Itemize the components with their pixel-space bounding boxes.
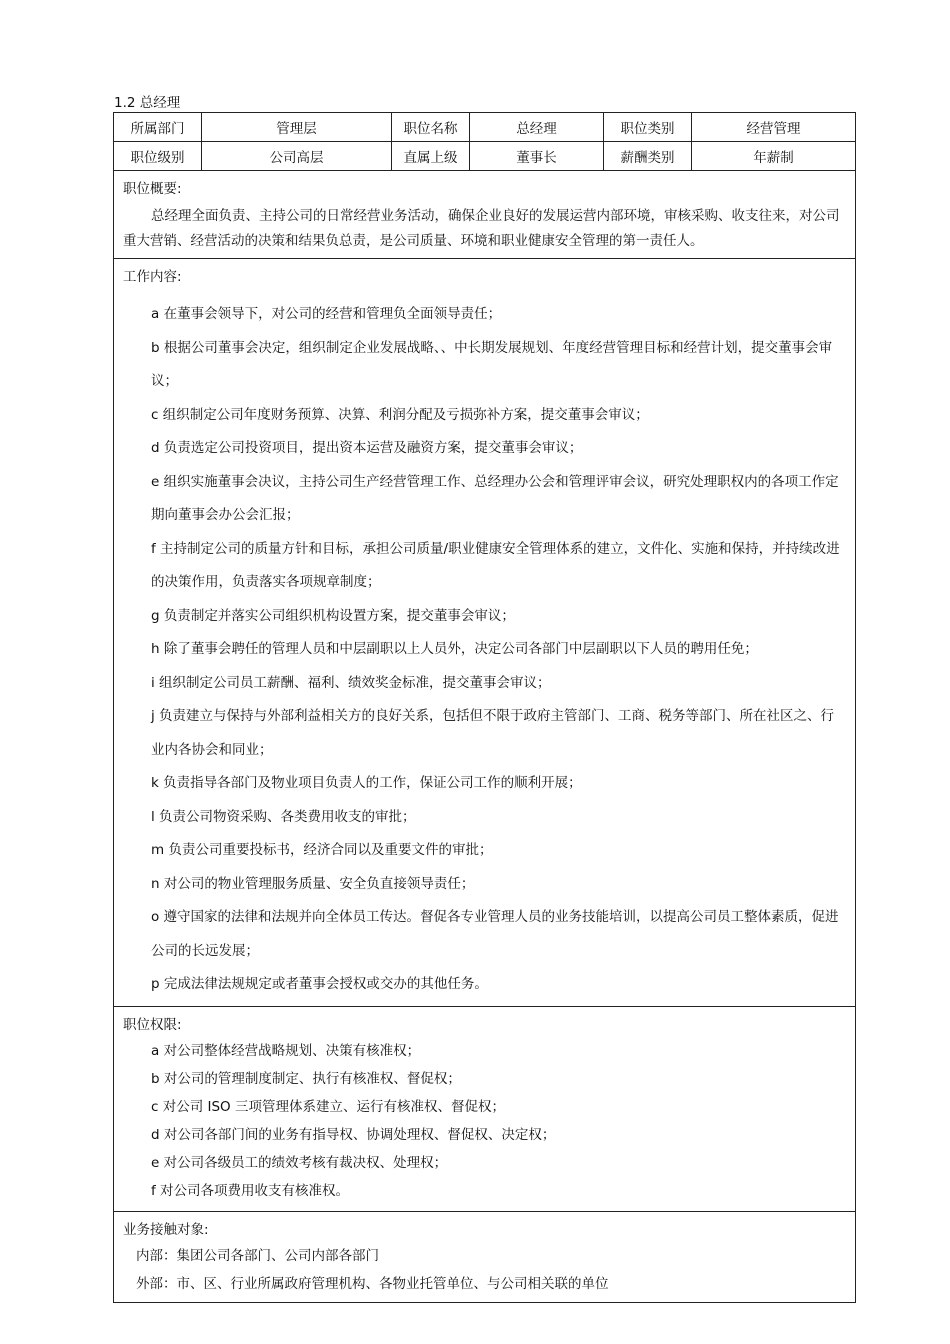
supervisor-value: 董事长 xyxy=(470,142,604,171)
authority-item: c 对公司 ISO 三项管理体系建立、运行有核准权、督促权； xyxy=(151,1098,505,1115)
authority-item: f 对公司各项费用收支有核准权。 xyxy=(151,1182,350,1199)
position-category-label: 职位类别 xyxy=(604,113,692,142)
authority-item: e 对公司各级员工的绩效考核有裁决权、处理权； xyxy=(151,1154,448,1171)
salary-type-value: 年薪制 xyxy=(692,142,856,171)
duty-item: o 遵守国家的法律和法规并向全体员工传达。督促各专业管理人员的业务技能培训，以提高公司员工整体素质，促进公司的长远发展； xyxy=(151,909,839,959)
position-level-value: 公司高层 xyxy=(202,142,392,171)
overview-cell xyxy=(114,171,856,259)
overview-paragraph xyxy=(114,197,855,258)
authority-list xyxy=(114,1033,855,1211)
duty-item: i 组织制定公司员工薪酬、福利、绩效奖金标准，提交董事会审议； xyxy=(151,674,551,691)
duties-list xyxy=(114,285,855,1006)
authority-row xyxy=(114,1006,856,1211)
duty-item: c 组织制定公司年度财务预算、决算、利润分配及亏损弥补方案，提交董事会审议； xyxy=(151,406,649,423)
external-contacts: 外部：市、区、行业所属政府管理机构、各物业托管单位、与公司相关联的单位 xyxy=(136,1275,609,1292)
duty-item: j 负责建立与保持与外部利益相关方的良好关系，包括但不限于政府主管部门、工商、税务等部门、所在社区之、行业内各协会和同业； xyxy=(151,708,835,758)
authority-item: a 对公司整体经营战略规划、决策有核准权； xyxy=(151,1042,421,1059)
position-name-value: 总经理 xyxy=(470,113,604,142)
authority-cell xyxy=(114,1006,856,1211)
supervisor-label: 直属上级 xyxy=(392,142,470,171)
salary-type-label: 薪酬类别 xyxy=(604,142,692,171)
contacts-title: 业务接触对象: xyxy=(123,1221,209,1238)
duty-item: h 除了董事会聘任的管理人员和中层副职以上人员外，决定公司各部门中层副职以下人员的聘用任免； xyxy=(151,641,758,657)
dept-label: 所属部门 xyxy=(114,113,202,142)
duty-item: p 完成法律法规规定或者董事会授权或交办的其他任务。 xyxy=(151,976,488,992)
authority-item: d 对公司各部门间的业务有指导权、协调处理权、督促权、决定权； xyxy=(151,1126,556,1143)
header-row-2 xyxy=(114,142,856,171)
dept-value: 管理层 xyxy=(202,113,392,142)
duty-item: f 主持制定公司的质量方针和目标，承担公司质量/职业健康安全管理体系的建立，文件化、实施和保持，并持续改进的决策作用，负责落实各项规章制度； xyxy=(151,540,840,590)
duties-cell xyxy=(114,259,856,1007)
contacts-list xyxy=(114,1238,855,1302)
duty-item: n 对公司的物业管理服务质量、安全负直接领导责任； xyxy=(151,875,475,892)
duty-item: l 负责公司物资采购、各类费用收支的审批； xyxy=(151,808,416,825)
authority-title: 职位权限: xyxy=(123,1016,182,1033)
header-row-1 xyxy=(114,113,856,142)
position-name-label: 职位名称 xyxy=(392,113,470,142)
duty-item: a 在董事会领导下，对公司的经营和管理负全面领导责任； xyxy=(151,306,502,322)
duty-item: k 负责指导各部门及物业项目负责人的工作，保证公司工作的顺利开展； xyxy=(151,775,582,791)
duty-item: b 根据公司董事会决定，组织制定企业发展战略、、中长期发展规划、年度经营管理目标和经营计划，提交董事会审议； xyxy=(151,339,833,389)
duties-row xyxy=(114,259,856,1007)
overview-text: 总经理全面负责、主持公司的日常经营业务活动，确保企业良好的发展运营内部环境，审核采购、收支往来，对公司重大营销、经营活动的决策和结果负总责，是公司质量、环境和职业健康安全管理的第一责任人。 xyxy=(123,208,840,249)
overview-row xyxy=(114,171,856,259)
contacts-cell xyxy=(114,1211,856,1302)
position-level-label: 职位级别 xyxy=(114,142,202,171)
duty-item: g 负责制定并落实公司组织机构设置方案，提交董事会审议； xyxy=(151,607,515,624)
duty-item: m 负责公司重要投标书，经济合同以及重要文件的审批； xyxy=(151,842,493,858)
document-title: 1.2 总经理 xyxy=(114,95,181,111)
duty-item: d 负责选定公司投资项目，提出资本运营及融资方案，提交董事会审议； xyxy=(151,440,583,456)
position-category-value: 经营管理 xyxy=(692,113,856,142)
authority-item: b 对公司的管理制度制定、执行有核准权、督促权； xyxy=(151,1070,461,1087)
duty-item: e 组织实施董事会决议，主持公司生产经营管理工作、总经理办公会和管理评审会议，研究处理职权内的各项工作定期向董事会办公会汇报； xyxy=(151,473,839,523)
duties-title: 工作内容: xyxy=(123,269,182,285)
internal-contacts: 内部：集团公司各部门、公司内部各部门 xyxy=(136,1247,379,1264)
contacts-row xyxy=(114,1211,856,1302)
job-description-table xyxy=(113,112,856,1303)
overview-title: 职位概要: xyxy=(123,181,182,197)
